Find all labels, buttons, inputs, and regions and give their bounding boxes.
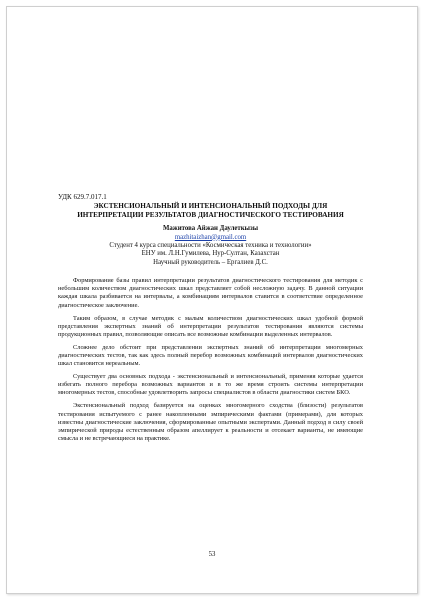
- author-affiliation-line-1: Студент 4 курса специальности «Космическая техника и технологии»: [109, 242, 312, 249]
- paragraph: Сложнее дело обстоит при представлении экспертных знаний об интерпретации многомерных диагностических тестов, так как здесь полный перебор возможных комбинаций интервалов диагностических шкал становится нереальным.: [58, 343, 363, 368]
- paper-title-line-2: ИНТЕРПРЕТАЦИИ РЕЗУЛЬТАТОВ ДИАГНОСТИЧЕСКОГО ТЕСТИРОВАНИЯ: [77, 210, 344, 219]
- paper-title: [58, 202, 363, 219]
- paragraph: Экстенсиональный подход базируется на оценках многомерного сходства (близости) результатов тестирования испытуемого с ранее накопленными эмпирическими фактами (примерами), для которых известны диагностические заключения, сформированные опытными экспертами. Данный подход в силу своей эмпирической природы естественным образом апеллирует к реальности и отсекает варианты, не имеющие смысла и не встречающиеся на практике.: [58, 402, 363, 442]
- document-content: [58, 193, 363, 448]
- author-supervisor: Научный руководитель – Ергалиев Д.С.: [153, 258, 268, 266]
- author-email-link[interactable]: mazhitaizhan@gmail.com: [174, 233, 247, 241]
- paragraph: Формирование базы правил интерпретации результатов диагностического тестирования для методик с небольшим количеством диагностических шкал представляет собой несложную задачу. В данной ситуации каждая шкала разбивается на интервалы, а комбинациям интервалов ставится в соответствие определенное диагностическое заключение.: [58, 277, 363, 309]
- paragraph: Таким образом, в случае методик с малым количеством диагностических шкал удобной формой представления экспертных знаний об интерпретации результатов тестирования являются системы продукционных правил, позволяющие описать все возможные комбинации выделенных интервалов.: [58, 314, 363, 338]
- paper-title-line-1: ЭКСТЕНСИОНАЛЬНЫЙ И ИНТЕНСИОНАЛЬНЫЙ ПОДХОДЫ ДЛЯ: [93, 202, 328, 210]
- page-number: 53: [208, 551, 216, 558]
- body-text: [58, 277, 363, 443]
- author-block: [58, 225, 363, 267]
- author-affiliation-line-2: ЕНУ им. Л.Н.Гумилева, Нур-Султан, Казахстан: [141, 250, 280, 258]
- paragraph: Существует два основных подхода - экстенсиональный и интенсиональный, применяя которые удается избегать полного перебора возможных вариантов и в то же время строить системы интерпретации многомерных тестов, способные удовлетворить запросы специалистов в области диагностики систем БКО.: [58, 373, 363, 397]
- udc-code: УДК 629.7.017.1: [58, 193, 107, 201]
- author-name: Мажитова Айжан Даулеткызы: [162, 225, 259, 233]
